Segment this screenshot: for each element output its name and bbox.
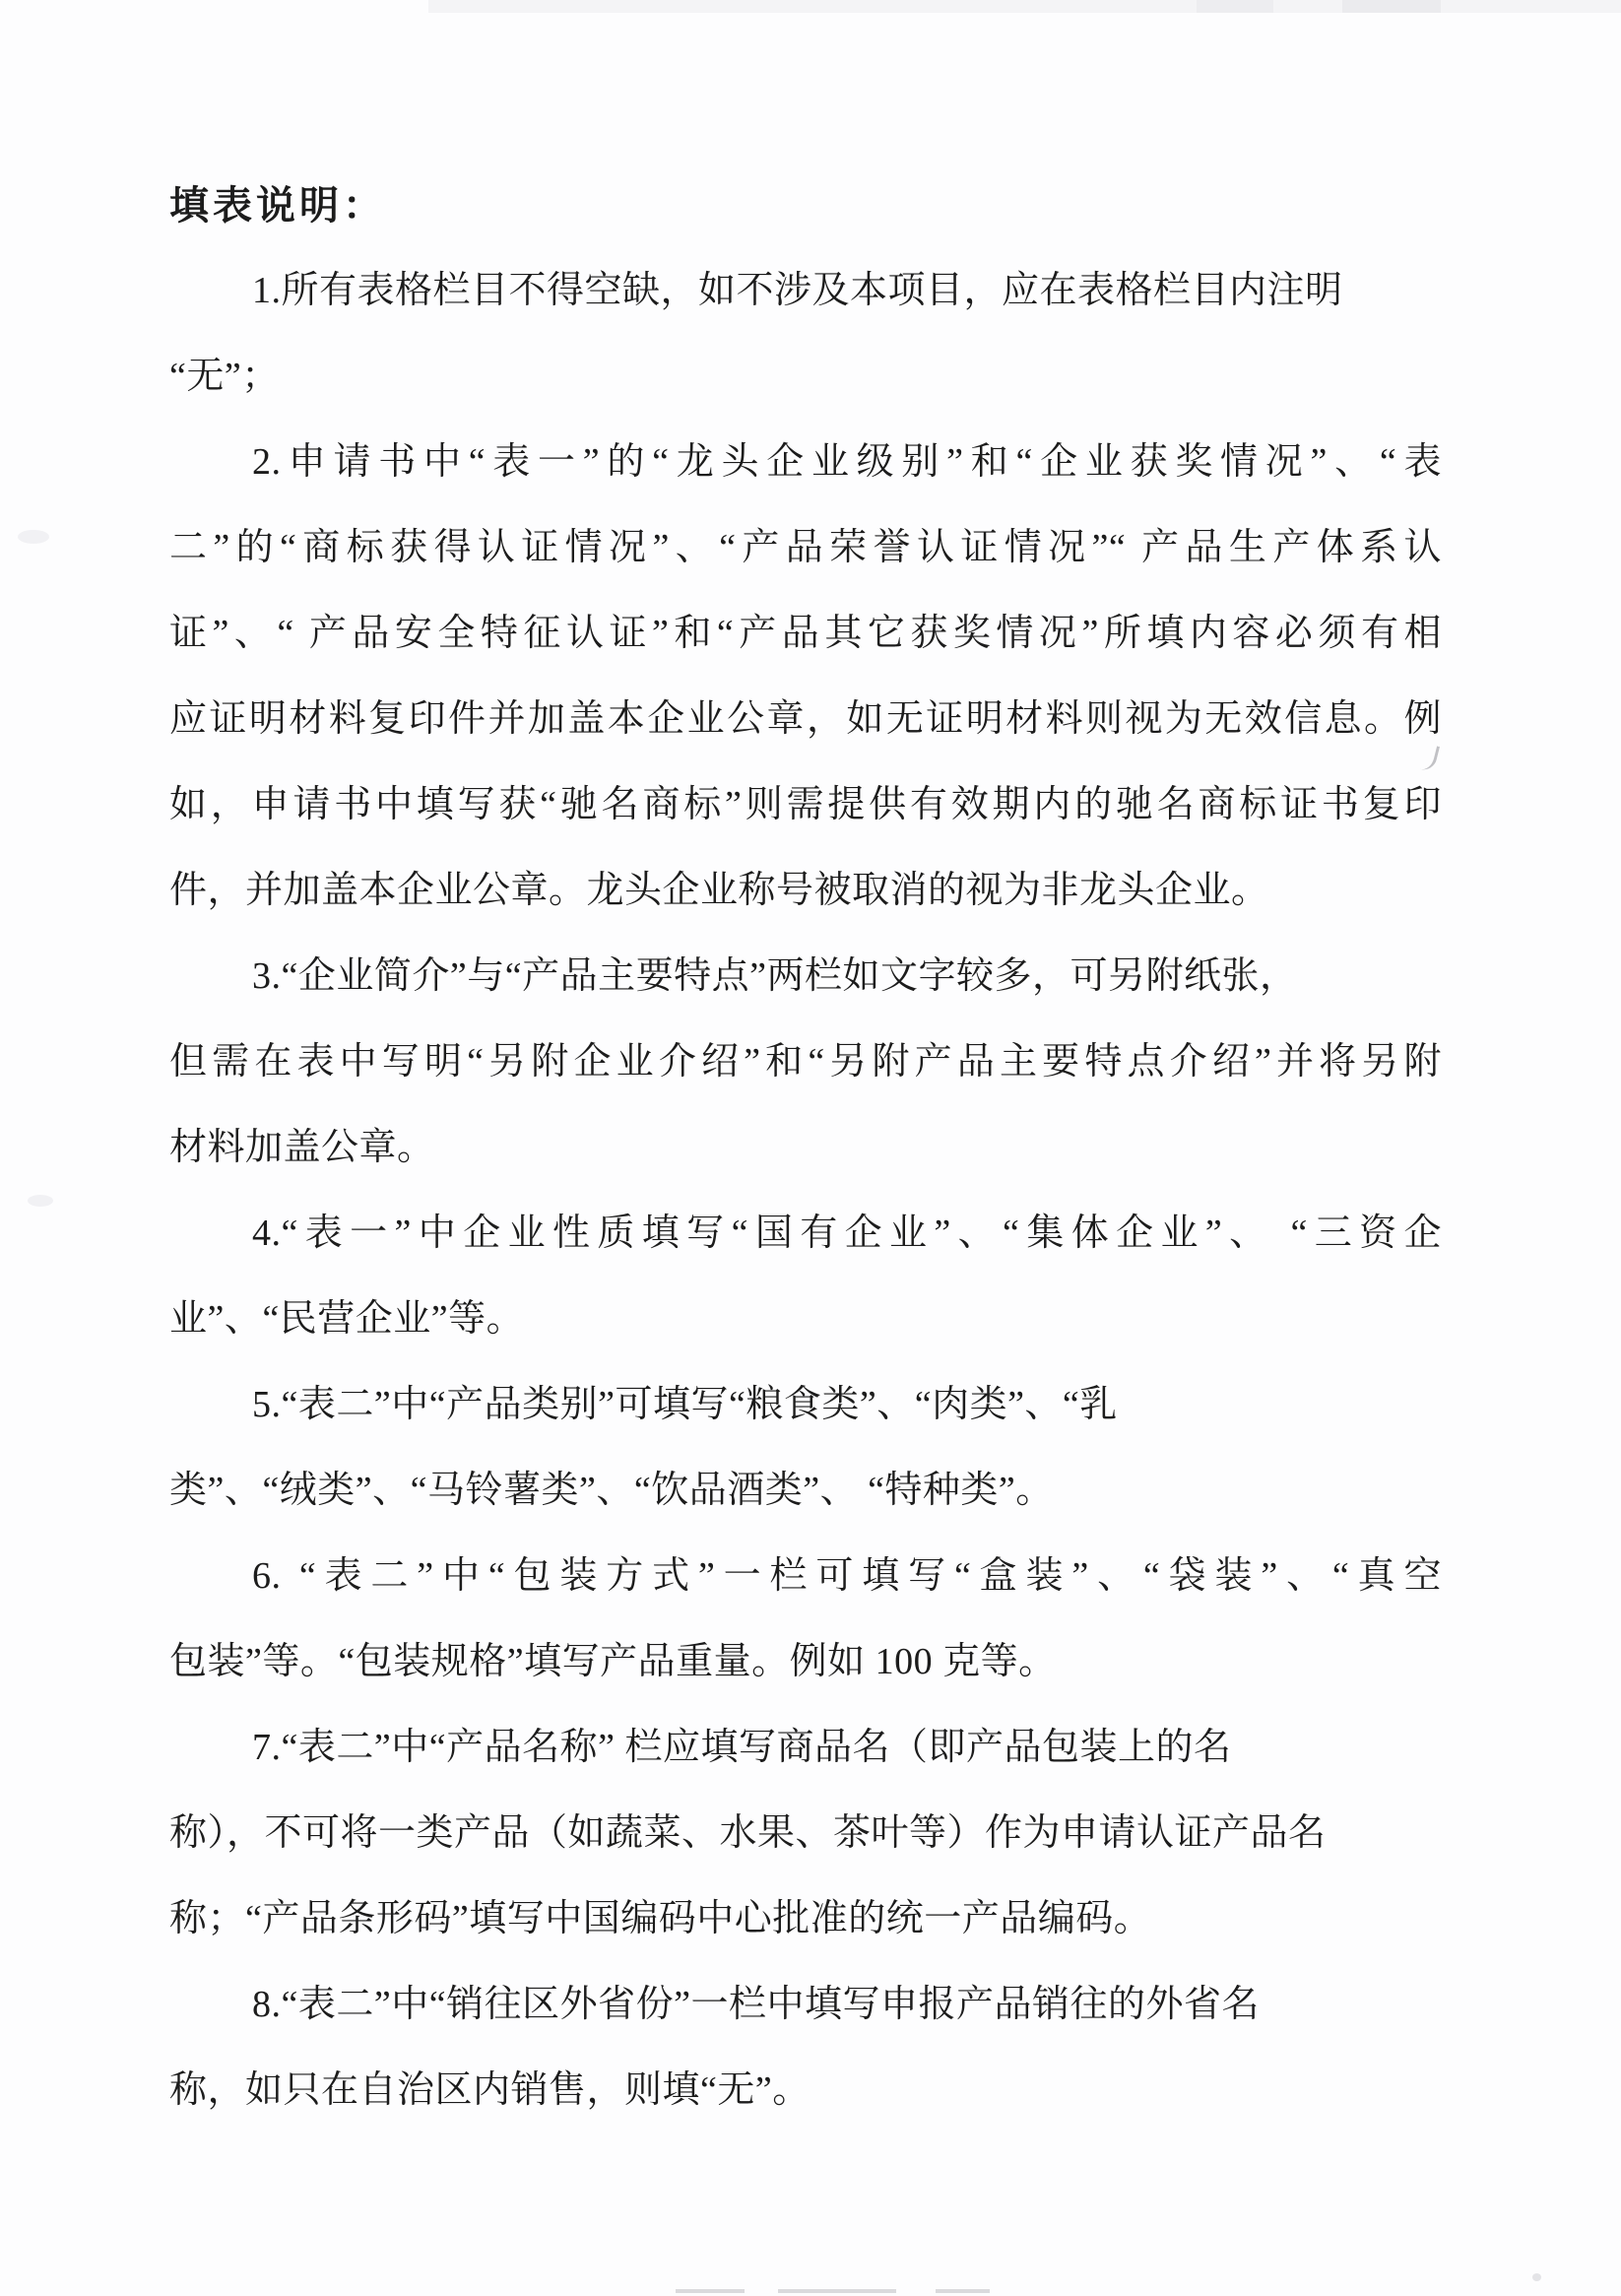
text-line-10: 但需在表中写明“另附企业介绍”和“另附产品主要特点介绍”并将另附 (169, 1041, 1442, 1082)
scan-artifact-bottom-dash (676, 2289, 745, 2293)
text-line-12: 4.“表一”中企业性质填写“国有企业”、“集体企业”、 “三资企 (252, 1213, 1442, 1254)
text-line-16: 6. “表二”中“包装方式”一栏可填写“盒装”、“袋装”、“真空 (252, 1555, 1442, 1597)
text-line-14: 5.“表二”中“产品类别”可填写“粮食类”、“肉类”、“乳 (252, 1384, 1118, 1425)
text-line-6: 应证明材料复印件并加盖本企业公章，如无证明材料则视为无效信息。例 (169, 698, 1442, 740)
text-line-19: 称），不可将一类产品（如蔬菜、水果、茶叶等）作为申请认证产品名 (169, 1812, 1327, 1854)
text-line-17: 包装”等。“包装规格”填写产品重量。例如 100 克等。 (169, 1641, 1057, 1682)
scan-artifact-dark-segment (1197, 0, 1273, 13)
text-line-11: 材料加盖公章。 (169, 1127, 435, 1168)
scan-artifact-speck (1532, 2273, 1541, 2281)
text-line-7: 如，申请书中填写获“驰名商标”则需提供有效期内的驰名商标证书复印 (169, 784, 1442, 825)
document-title: 填表说明： (169, 183, 386, 228)
scan-artifact-bottom-dash (936, 2289, 990, 2293)
scan-artifact-smudge (28, 1195, 53, 1207)
text-line-15: 类”、“绒类”、“马铃薯类”、“饮品酒类”、 “特种类”。 (169, 1470, 1054, 1511)
text-line-13: 业”、“民营企业”等。 (169, 1298, 525, 1340)
document-content (169, 163, 1442, 2133)
scan-artifact-top-strip (428, 0, 1621, 13)
text-line-3: 2.申请书中“表一”的“龙头企业级别”和“企业获奖情况”、“表 (252, 441, 1442, 483)
text-line-5: 证”、“ 产品安全特征认证”和“产品其它获奖情况”所填内容必须有相 (169, 613, 1442, 654)
document-lines (169, 248, 1442, 2133)
scan-artifact-smudge (18, 530, 49, 544)
text-line-18: 7.“表二”中“产品名称” 栏应填写商品名（即产品包装上的名 (252, 1727, 1232, 1768)
scan-artifact-dark-segment (1342, 0, 1441, 13)
text-line-22: 称，如只在自治区内销售，则填“无”。 (169, 2069, 810, 2111)
text-line-4: 二”的“商标获得认证情况”、“产品荣誉认证情况”“ 产品生产体系认 (169, 527, 1442, 568)
text-line-21: 8.“表二”中“销往区外省份”一栏中填写申报产品销往的外省名 (252, 1984, 1260, 2025)
scan-artifact-bottom-dash (778, 2289, 896, 2293)
text-line-9: 3.“企业简介”与“产品主要特点”两栏如文字较多，可另附纸张， (252, 955, 1298, 997)
text-line-8: 件，并加盖本企业公章。龙头企业称号被取消的视为非龙头企业。 (169, 870, 1269, 911)
text-line-1: 1.所有表格栏目不得空缺，如不涉及本项目，应在表格栏目内注明 (252, 270, 1343, 311)
text-line-2: “无”； (169, 356, 280, 397)
text-line-20: 称；“产品条形码”填写中国编码中心批准的统一产品编码。 (169, 1898, 1152, 1939)
